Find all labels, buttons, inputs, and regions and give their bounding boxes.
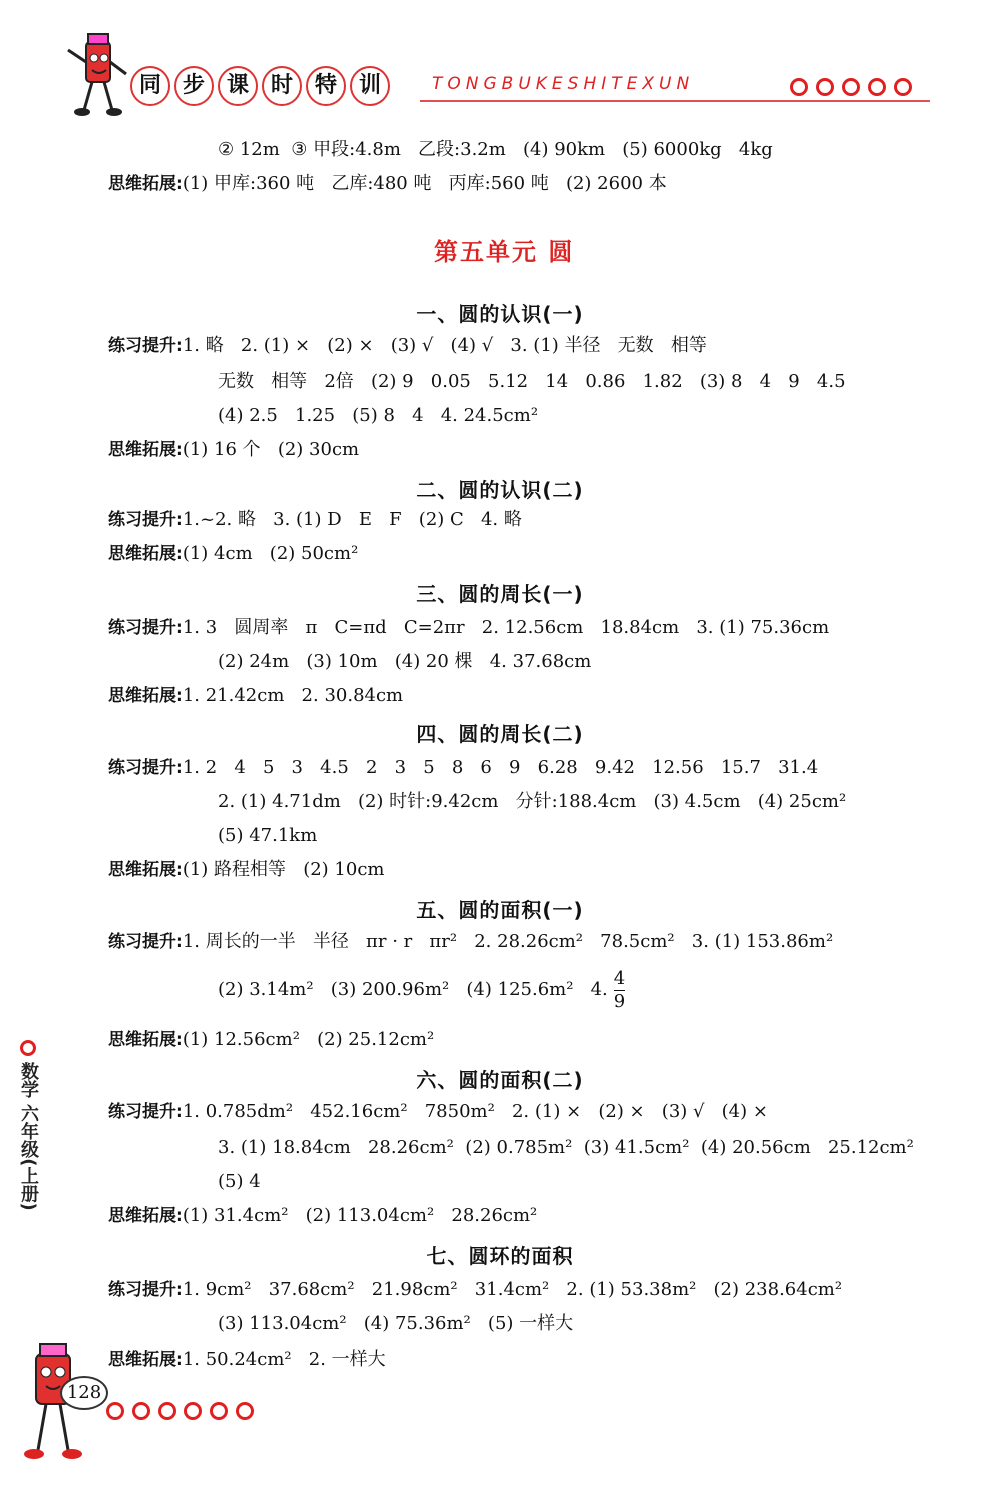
row-label: 练习提升: (108, 1102, 183, 1122)
row-text: 1. 2 4 5 3 4.5 2 3 5 8 6 9 6.28 9.42 12.56 15.7 31.4 (182, 757, 819, 778)
header-char: 特 (306, 66, 346, 106)
answer-row (108, 1278, 842, 1302)
row-label: 思维拓展: (108, 860, 183, 880)
row-text: 1. 略 2. (1) × (2) × (3) √ (4) √ 3. (1) 半径 无数 相等 (182, 335, 707, 356)
row-text: (2) 3.14m² (3) 200.96m² (4) 125.6m² 4. (218, 979, 608, 1000)
dot-icon (236, 1402, 254, 1420)
fraction (614, 968, 625, 1013)
row-label: 练习提升: (108, 618, 183, 638)
header-char: 同 (130, 66, 170, 106)
answer-row (108, 1028, 434, 1052)
row-label: 练习提升: (108, 932, 183, 952)
footer-dots (106, 1402, 254, 1420)
answer-row (108, 1100, 768, 1124)
row-text: 1. 周长的一半 半径 πr · r πr² 2. 28.26cm² 78.5cm² 3. (1) 153.86m² (182, 931, 834, 952)
row-label: 思维拓展: (108, 174, 183, 194)
row-text: 1. 21.42cm 2. 30.84cm (182, 685, 404, 706)
answer-row (108, 756, 818, 780)
subject-grade-label: 数学 六年级(上册) (18, 1062, 39, 1211)
answer-line: (3) 113.04cm² (4) 75.36m² (5) 一样大 (218, 1313, 574, 1334)
answer-row (108, 334, 707, 358)
answer-row (108, 1348, 386, 1372)
answer-line: 2. (1) 4.71dm (2) 时针:9.42cm 分针:188.4cm (3) 4.5cm (4) 25cm² (218, 791, 847, 812)
unit-title: 第五单元 圆 (434, 238, 575, 266)
page-header (0, 0, 1000, 120)
dot-icon (894, 78, 912, 96)
section-title: 六、圆的面积(二) (416, 1068, 584, 1092)
answer-row (108, 438, 359, 462)
row-text: (1) 路程相等 (2) 10cm (182, 859, 385, 880)
answer-row (108, 542, 358, 566)
row-text: (1) 4cm (2) 50cm² (182, 543, 359, 564)
section-title: 四、圆的周长(二) (416, 722, 584, 746)
page-number: 128 (60, 1376, 108, 1410)
answer-line: ② 12m ③ 甲段:4.8m 乙段:3.2m (4) 90km (5) 6000kg 4kg (218, 139, 773, 160)
answer-line: 无数 相等 2倍 (2) 9 0.05 5.12 14 0.86 1.82 (3) 8 4 9 4.5 (218, 371, 846, 392)
answer-row (108, 172, 667, 196)
dot-icon (132, 1402, 150, 1420)
fraction-numerator: 4 (613, 967, 626, 989)
dot-icon (184, 1402, 202, 1420)
dot-icon (790, 78, 808, 96)
row-text: 1. 50.24cm² 2. 一样大 (182, 1349, 386, 1370)
header-divider (420, 100, 930, 102)
header-char: 步 (174, 66, 214, 106)
dot-icon (20, 1040, 36, 1056)
row-text: 1.~2. 略 3. (1) D E F (2) C 4. 略 (182, 509, 522, 530)
answer-line: (5) 4 (218, 1171, 261, 1192)
dot-icon (158, 1402, 176, 1420)
answer-line: (2) 24m (3) 10m (4) 20 棵 4. 37.68cm (218, 651, 592, 672)
dot-icon (842, 78, 860, 96)
answer-row (108, 858, 384, 882)
answer-row (108, 930, 833, 954)
row-label: 练习提升: (108, 758, 183, 778)
row-label: 练习提升: (108, 1280, 183, 1300)
header-char: 训 (350, 66, 390, 106)
header-char: 课 (218, 66, 258, 106)
row-label: 思维拓展: (108, 544, 183, 564)
row-text: 1. 3 圆周率 π C=πd C=2πr 2. 12.56cm 18.84cm 3. (1) 75.36cm (182, 617, 830, 638)
header-char: 时 (262, 66, 302, 106)
header-pinyin: TONGBUKESHITEXUN (432, 74, 695, 94)
row-text: (1) 16 个 (2) 30cm (182, 439, 360, 460)
row-text: (1) 12.56cm² (2) 25.12cm² (182, 1029, 435, 1050)
row-label: 思维拓展: (108, 1206, 183, 1226)
header-dots (790, 78, 912, 96)
dot-icon (816, 78, 834, 96)
section-title: 二、圆的认识(二) (416, 478, 584, 502)
section-title: 七、圆环的面积 (426, 1244, 574, 1268)
row-text: 1. 0.785dm² 452.16cm² 7850m² 2. (1) × (2) × (3) √ (4) × (182, 1101, 768, 1122)
fraction-denominator: 9 (613, 990, 626, 1012)
answer-row (108, 1204, 537, 1228)
answer-row (108, 508, 522, 532)
row-label: 思维拓展: (108, 1030, 183, 1050)
section-title: 五、圆的面积(一) (416, 898, 584, 922)
row-label: 练习提升: (108, 336, 183, 356)
row-label: 思维拓展: (108, 440, 183, 460)
dot-icon (868, 78, 886, 96)
header-title (130, 66, 390, 106)
row-text: 1. 9cm² 37.68cm² 21.98cm² 31.4cm² 2. (1) 53.38m² (2) 238.64cm² (182, 1279, 843, 1300)
row-label: 思维拓展: (108, 686, 183, 706)
row-label: 练习提升: (108, 510, 183, 530)
row-text: (1) 31.4cm² (2) 113.04cm² 28.26cm² (182, 1205, 538, 1226)
row-label: 思维拓展: (108, 1350, 183, 1370)
answer-line (218, 966, 625, 1014)
row-text: (1) 甲库:360 吨 乙库:480 吨 丙库:560 吨 (2) 2600 本 (182, 173, 667, 194)
dot-icon (106, 1402, 124, 1420)
section-title: 三、圆的周长(一) (416, 582, 584, 606)
answer-line: (4) 2.5 1.25 (5) 8 4 4. 24.5cm² (218, 405, 539, 426)
section-title: 一、圆的认识(一) (416, 302, 584, 326)
pencil-mascot-icon (62, 28, 132, 120)
dot-icon (210, 1402, 228, 1420)
answer-line: 3. (1) 18.84cm 28.26cm² (2) 0.785m² (3) 41.5cm² (4) 20.56cm 25.12cm² (218, 1137, 914, 1158)
answer-row (108, 616, 829, 640)
answer-row (108, 684, 403, 708)
answer-line: (5) 47.1km (218, 825, 318, 846)
side-label (12, 1040, 44, 1211)
